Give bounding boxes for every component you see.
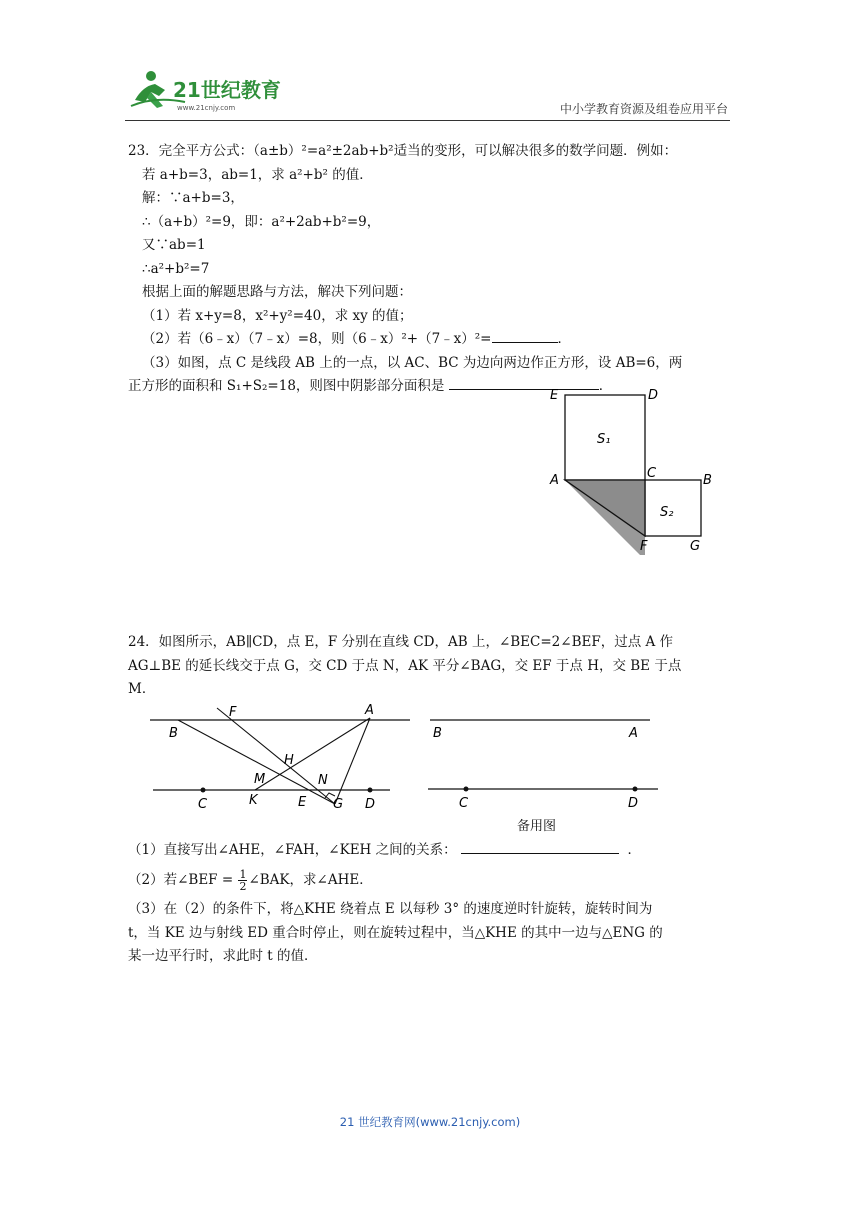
label-E: E — [298, 795, 307, 810]
label-B: B — [703, 473, 712, 488]
label-S1: S₁ — [597, 432, 611, 447]
label-A: A — [365, 703, 374, 718]
q24-part-1-text: （1）直接写出∠AHE，∠FAH，∠KEH 之间的关系： — [128, 842, 457, 858]
fraction-numerator: 1 — [239, 867, 247, 881]
q23-line-2: 若 a+b=3，ab=1，求 a²+b² 的值． — [142, 166, 373, 183]
label-F: F — [229, 705, 237, 720]
figure-24-main — [145, 700, 415, 815]
label-S2: S₂ — [660, 505, 674, 520]
q23-line-10: （3）如图，点 C 是线段 AB 上的一点，以 AC、BC 为边向两边作正方形，设 AB=6，两 — [142, 354, 683, 371]
q24-part-1: （1）直接写出∠AHE，∠FAH，∠KEH 之间的关系： ． — [128, 839, 733, 863]
label-B: B — [169, 726, 178, 741]
point-D — [368, 788, 373, 793]
label-D: D — [365, 797, 376, 812]
label-E: E — [550, 388, 559, 403]
platform-name: 中小学教育资源及组卷应用平台 — [559, 102, 728, 116]
backup-point-D — [633, 787, 638, 792]
figure-23-squares — [540, 385, 720, 555]
page-footer: 21 世纪教育网(www.21cnjy.com) — [339, 1115, 521, 1129]
point-C — [201, 788, 206, 793]
question-23 — [128, 140, 733, 399]
label-K: K — [249, 793, 258, 808]
label-D: D — [648, 388, 659, 403]
backup-label-D: D — [628, 796, 639, 811]
q23-line-8: （1）若 x+y=8，x²+y²=40，求 xy 的值； — [142, 307, 413, 324]
fraction-one-half — [238, 869, 247, 892]
answer-blank-2[interactable] — [492, 328, 558, 343]
q24-part-2-pre: （2）若∠BEF = — [128, 871, 234, 888]
backup-point-C — [464, 787, 469, 792]
q23-line-6: ∴a²+b²=7 — [142, 260, 210, 277]
logo-text: 21世纪教育 — [173, 78, 281, 102]
q23-line-7: 根据上面的解题思路与方法，解决下列问题： — [142, 284, 412, 300]
q24-part-2-post: ∠BAK，求∠AHE． — [248, 871, 373, 888]
label-G: G — [333, 797, 344, 812]
q24-part-3a: （3）在（2）的条件下，将△KHE 绕着点 E 以每秒 3° 的速度逆时针旋转，旋转时间为 — [128, 901, 653, 917]
q24-part-2 — [128, 869, 733, 893]
backup-label-A: A — [629, 726, 638, 741]
q24-part-3c: 某一边平行时，求此时 t 的值． — [128, 948, 318, 964]
fraction-denominator: 2 — [239, 879, 247, 893]
q24-line-2: AG⊥BE 的延长线交于点 G，交 CD 于点 N，AK 平分∠BAG，交 EF 于点 H，交 BE 于点 — [128, 657, 682, 674]
q23-line-1: 23．完全平方公式：（a±b）²=a²±2ab+b²适当的变形，可以解决很多的数学问题．例如： — [128, 143, 678, 159]
q24-part-3b: t，当 KE 边与射线 ED 重合时停止，则在旋转过程中，当△KHE 的其中一边与△ENG 的 — [128, 924, 663, 941]
question-24 — [128, 631, 733, 702]
q23-line-3: 解：∵a+b=3， — [142, 190, 244, 206]
backup-label-B: B — [433, 726, 442, 741]
q23-line-11: 正方形的面积和 S₁+S₂=18，则图中阴影部分面积是 — [128, 378, 445, 394]
backup-caption: 备用图 — [517, 819, 557, 834]
label-A: A — [550, 473, 559, 488]
answer-blank-24-1[interactable] — [461, 839, 619, 854]
label-H: H — [284, 753, 294, 768]
label-M: M — [254, 772, 266, 787]
logo-url: www.21cnjy.com — [177, 104, 236, 112]
figure-24-backup — [425, 712, 665, 837]
q23-part-3: 正方形的面积和 S₁+S₂=18，则图中阴影部分面积是 ． — [128, 375, 733, 399]
q23-part-2: （2）若（6﹣x）（7﹣x）=8，则（6﹣x）²+（7﹣x）²= ． — [128, 328, 733, 352]
label-C: C — [647, 466, 657, 481]
q23-line-4: ∴（a+b）²=9，即：a²+2ab+b²=9， — [142, 213, 381, 230]
label-C: C — [198, 797, 208, 812]
line-AK — [255, 718, 370, 790]
question-24-parts — [128, 839, 733, 969]
q24-line-1: 24．如图所示，AB∥CD，点 E，F 分别在直线 CD，AB 上，∠BEC=2∠BEF，过点 A 作 — [128, 634, 674, 650]
line-AG — [335, 718, 370, 804]
logo-21cnjy — [125, 66, 295, 116]
q23-line-5: 又∵ab=1 — [142, 237, 206, 253]
label-G: G — [690, 539, 701, 554]
q23-line-9: （2）若（6﹣x）（7﹣x）=8，则（6﹣x）²+（7﹣x）²= — [142, 331, 492, 347]
label-F: F — [640, 539, 648, 554]
q24-line-3: M． — [128, 681, 156, 697]
backup-label-C: C — [459, 796, 469, 811]
page-header — [125, 66, 730, 121]
shaded-region — [565, 480, 645, 536]
label-N: N — [318, 773, 328, 788]
